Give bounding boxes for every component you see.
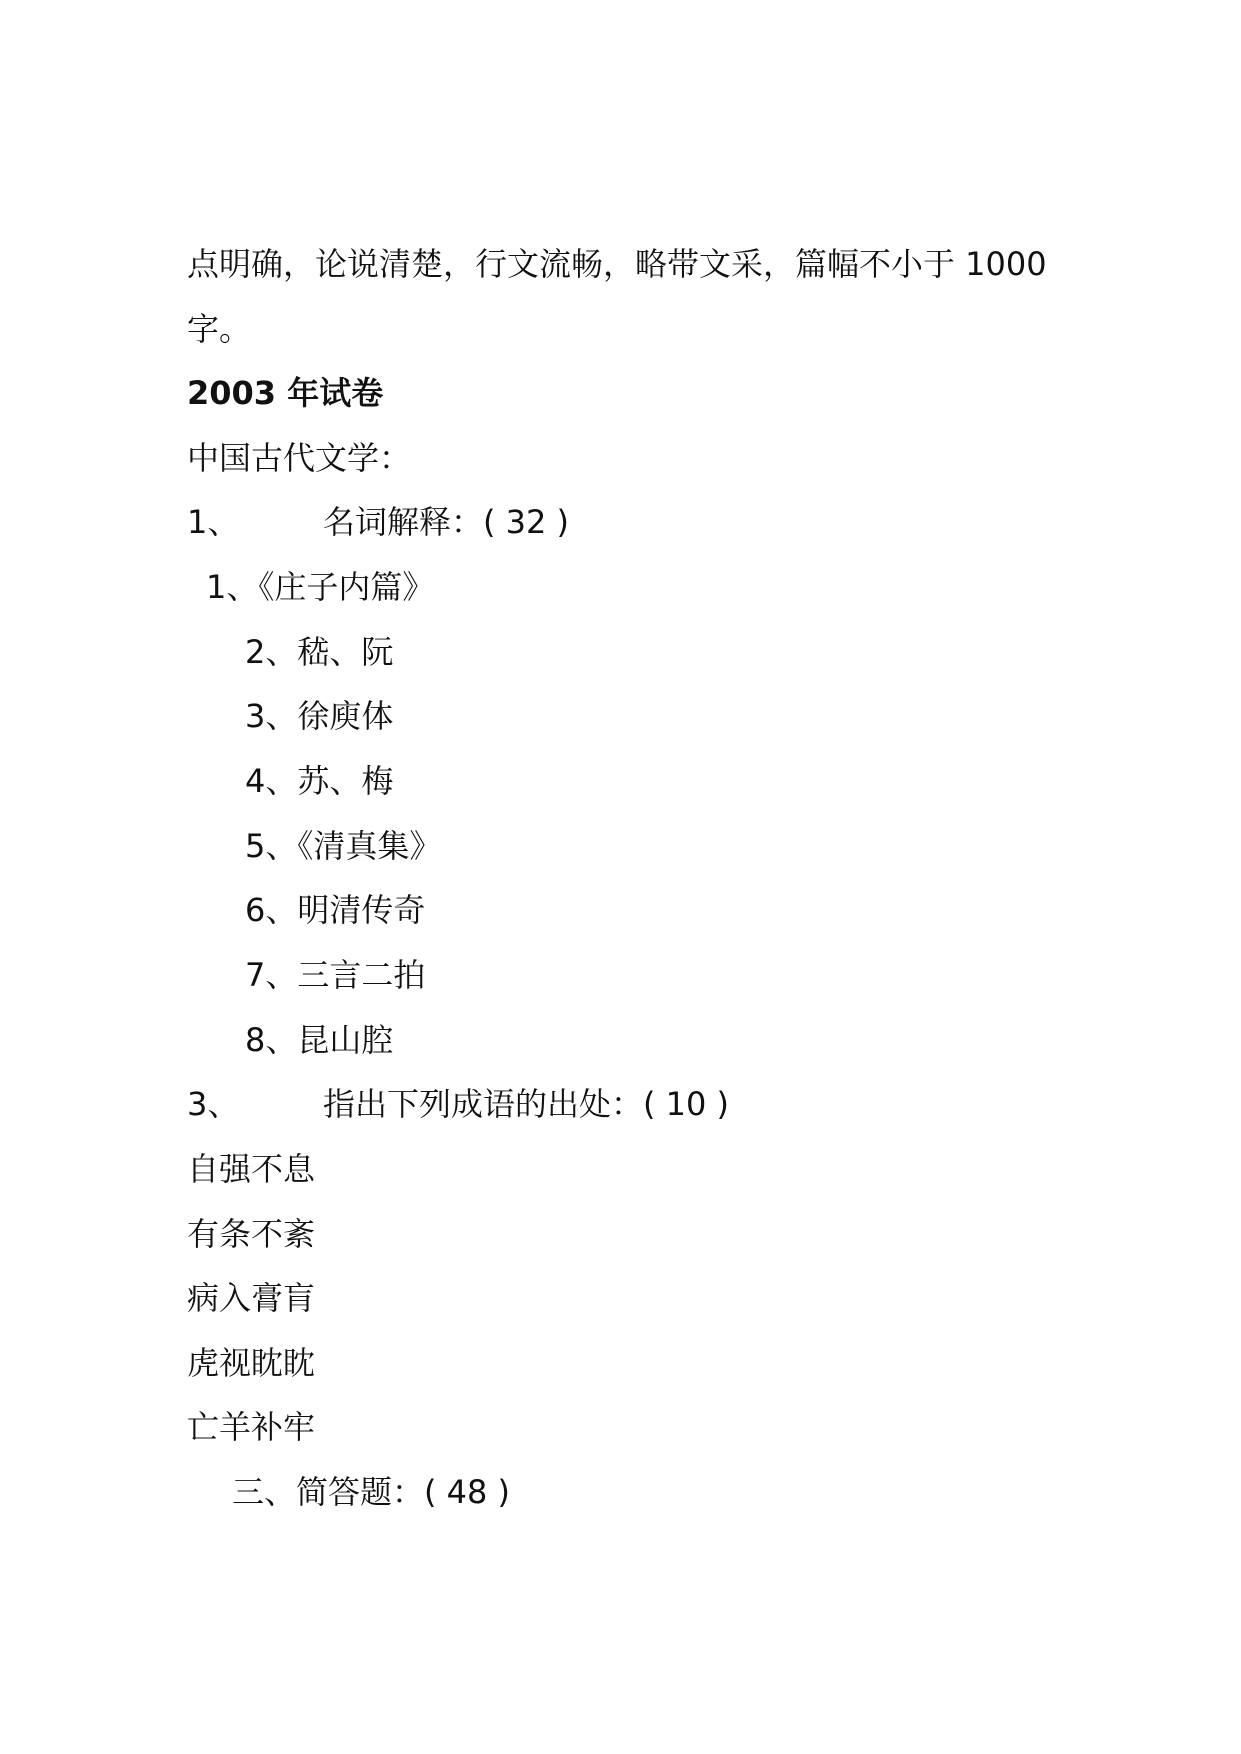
term-item: 2、嵇、阮	[245, 633, 394, 671]
idiom-item: 病入膏肓	[187, 1279, 316, 1317]
section-2-heading	[187, 1084, 729, 1124]
term-item: 4、苏、梅	[245, 762, 394, 800]
idiom-item: 有条不紊	[187, 1215, 316, 1253]
term-item: 7、三言二拍	[245, 956, 426, 994]
section-2-number: 3、	[187, 1085, 240, 1123]
section-1-heading	[187, 502, 569, 542]
term-item: 8、昆山腔	[245, 1021, 394, 1059]
term-item: 3、徐庾体	[245, 697, 394, 735]
subject-heading: 中国古代文学：	[187, 439, 412, 477]
idiom-item: 亡羊补牢	[187, 1408, 316, 1446]
section-2-title: 指出下列成语的出处：( 10 )	[323, 1085, 730, 1123]
intro-line-2: 字。	[187, 310, 252, 348]
idiom-item: 虎视眈眈	[187, 1344, 316, 1382]
intro-line-1: 点明确，论说清楚，行文流畅，略带文采，篇幅不小于 1000	[187, 245, 1047, 283]
term-item: 6、明清传奇	[245, 891, 426, 929]
exam-title: 2003 年试卷	[187, 374, 384, 412]
section-1-title: 名词解释：( 32 )	[323, 503, 570, 541]
term-item: 1、《庄子内篇》	[206, 568, 435, 606]
term-item: 5、《清真集》	[245, 827, 442, 865]
section-3-heading: 三、简答题：( 48 )	[232, 1473, 511, 1511]
idiom-item: 自强不息	[187, 1150, 316, 1188]
section-1-number: 1、	[187, 503, 240, 541]
